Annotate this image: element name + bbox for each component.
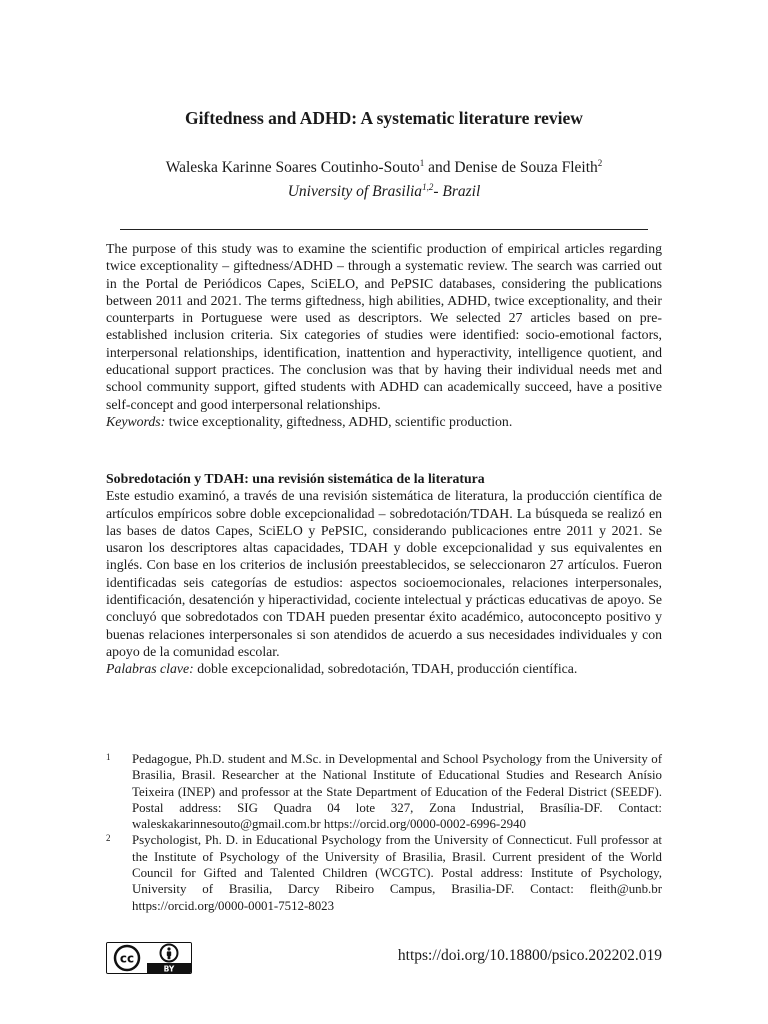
footnote-text: Psychologist, Ph. D. in Educational Psychology from the University of Connecticut. Full professor at the Institute of Psychology of the University of Brasilia, Brasil. Current president of the World Council for Gifted and Talented Children (WCGTC). Postal address: Institute of Psychology, University of Brasilia, Darcy Ribeiro Campus, Brasilia-DF. Contact: fleith@unb.br https://orcid.org/0000-0001-7512-8023 <box>132 833 662 913</box>
creative-commons-icon <box>115 946 139 970</box>
resumen-title: Sobredotación y TDAH: una revisión sistemática de la literatura <box>106 471 485 486</box>
author-footnote-ref: 1 <box>419 157 425 168</box>
article-title: Giftedness and ADHD: A systematic literature review <box>185 108 583 128</box>
title-divider <box>120 229 648 230</box>
abstract-text: The purpose of this study was to examine the scientific production of empirical articles regarding twice exceptionality – giftedness/ADHD – through a systematic review. The search was carried out in the Portal de Periódicos Capes, SciELO, and PePSIC databases, considering the publications between 2011 and 2021. The terms giftedness, high abilities, ADHD, twice exceptionality, and their counterparts in Portuguese were used as descriptors. We selected 27 articles based on pre-established inclusion criteria. Six categories of studies were identified: socio-emotional factors, interpersonal relationships, identification, inattention and hyperactivity, intelligence quotient, and educational support practices. The conclusion was that by having their individual needs met and school community support, gifted students with ADHD can academically succeed, have a positive self-concept and good interpersonal relationships. <box>106 241 662 412</box>
by-label: BY <box>163 964 175 973</box>
footnote-number: 1 <box>106 752 111 762</box>
affiliation-country: - Brazil <box>433 183 481 200</box>
license-badge-graphic <box>107 943 191 973</box>
resumen-keywords <box>106 660 662 677</box>
footnote-text: Pedagogue, Ph.D. student and M.Sc. in Developmental and School Psychology from the University of Brasilia, Brasil. Researcher at the National Institute of Educational Studies and Research Anísio Teixeira (INEP) and professor at the State Department of Education of the Federal District (SEEDF). Postal address: SIG Quadra 04 lote 327, Zona Industrial, Brasília-DF. Contact: waleskakarinnesouto@gmail.com.br https://orcid.org/0000-0002-6996-2940 <box>132 752 662 832</box>
attribution-person-icon <box>161 945 178 962</box>
author-name: Waleska Karinne Soares Coutinho-Souto <box>165 159 420 176</box>
footnotes <box>106 751 662 914</box>
affiliation-footnote-ref: 1,2 <box>422 181 434 192</box>
abstract <box>106 240 662 430</box>
footnote <box>106 832 662 913</box>
keywords-label: Keywords: <box>106 413 166 429</box>
resumen-text: Este estudio examinó, a través de una revisión sistemática de literatura, la producción científica de artículos empíricos sobre doble excepcionalidad – sobredotación/TDAH. La búsqueda se realizó en las bases de datos Capes, SciELO y PePSIC, considerando publicaciones entre 2011 y 2021. Se usaron los descriptores altas capacidades, TDAH y doble excepcionalidad y sus equivalentes en inglés. Con base en los criterios de inclusión preestablecidos, se seleccionaron 27 artículos. Fueron identificadas seis categorías de estudios: aspectos socioemocionales, relaciones interpersonales, identificación, desatención y hiperactividad, cociente intelectual y prácticas educativas de apoyo. Se concluyó que sobredotados con TDAH pueden presentar éxito académico, autoconcepto positivo y buenas relaciones interpersonales si son atendidos de acuerdo a sus necesidades individuales y con apoyo de la comunidad escolar. <box>106 488 662 659</box>
abstract-keywords <box>106 413 662 430</box>
resumen <box>106 470 662 678</box>
palabras-clave-list: doble excepcionalidad, sobredotación, TDAH, producción científica. <box>193 661 578 677</box>
author-footnote-ref: 2 <box>597 157 603 168</box>
footnote <box>106 751 662 832</box>
affiliation-line <box>106 181 662 203</box>
palabras-clave-label: Palabras clave: <box>106 661 194 677</box>
author-name: Denise de Souza Fleith <box>454 159 598 176</box>
author-line <box>106 157 662 179</box>
cc-by-license-badge <box>106 942 192 974</box>
cc-symbol-text: cc <box>119 951 135 966</box>
doi-link[interactable]: https://doi.org/10.18800/psico.202202.019 <box>397 947 662 964</box>
affiliation-name: University of Brasilia <box>287 183 423 200</box>
keywords-list: twice exceptionality, giftedness, ADHD, scientific production. <box>165 413 513 429</box>
footnote-number: 2 <box>106 833 111 844</box>
author-joiner: and <box>424 159 455 176</box>
